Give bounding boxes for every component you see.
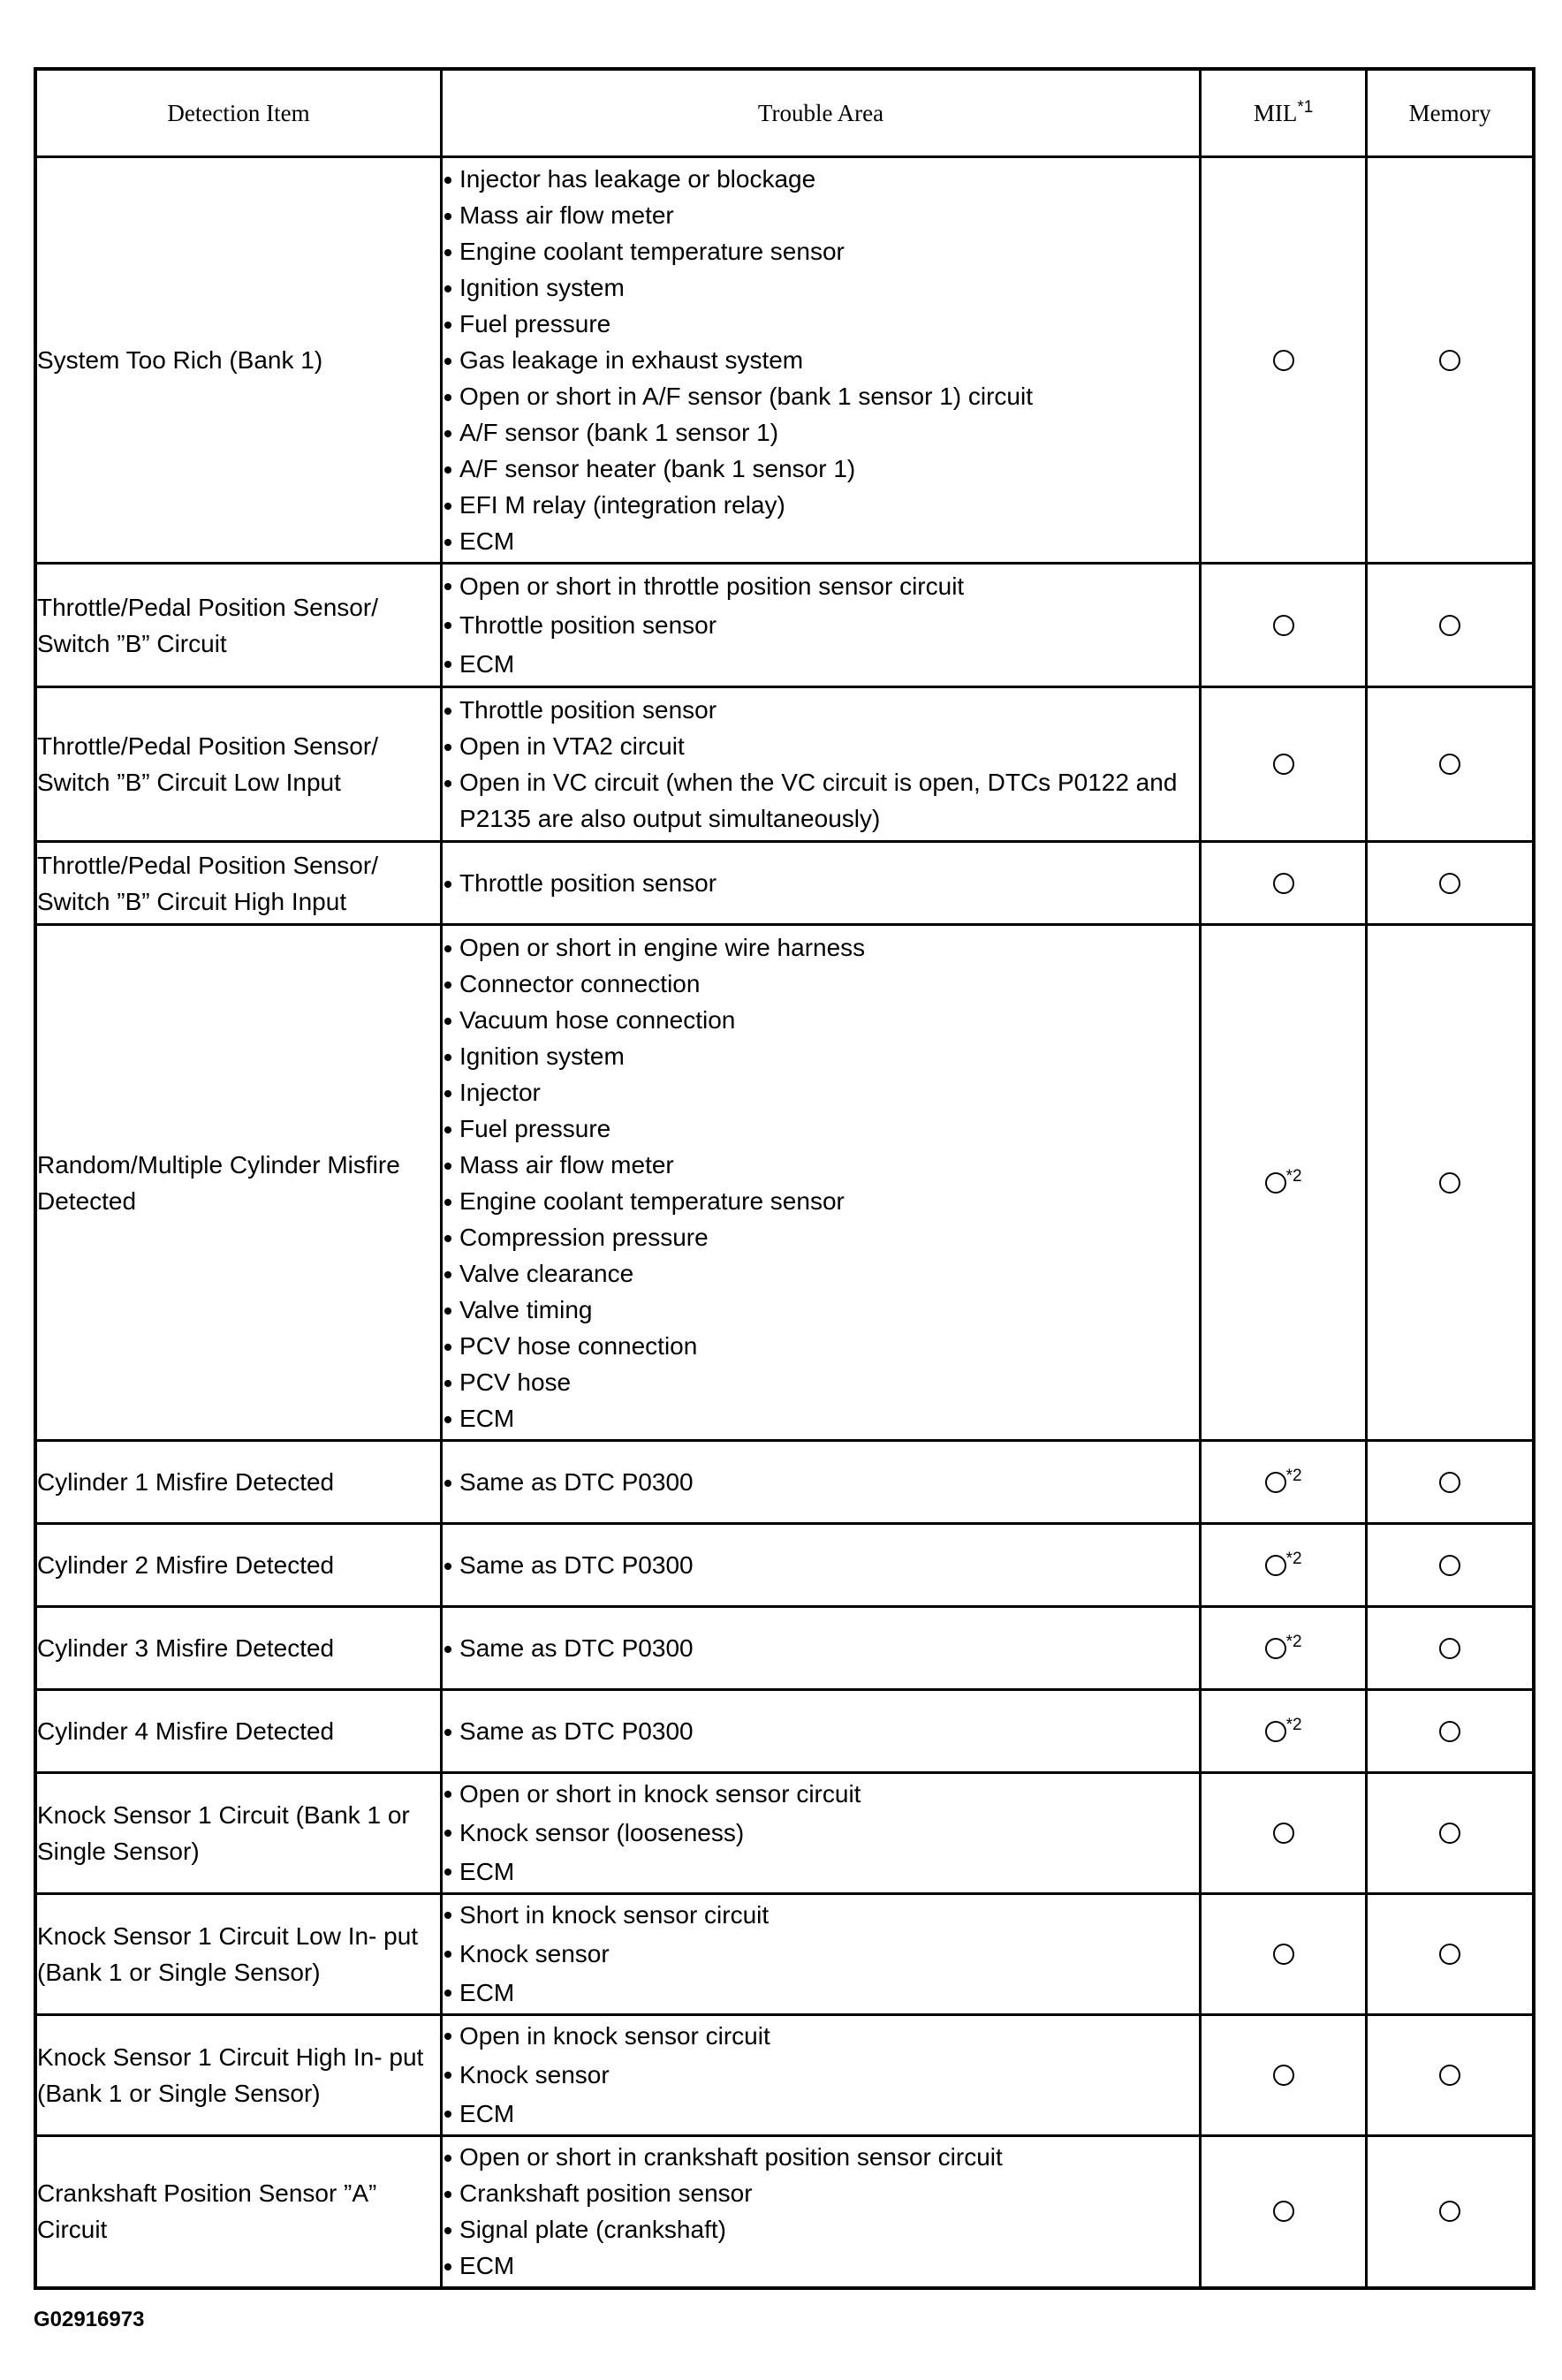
table-row bbox=[35, 1894, 1534, 2015]
trouble-area-list bbox=[443, 692, 1199, 837]
trouble-area-item: Open or short in engine wire harness bbox=[443, 929, 1199, 966]
table-row bbox=[35, 564, 1534, 687]
trouble-area-cell bbox=[442, 2136, 1201, 2288]
trouble-area-item: Fuel pressure bbox=[443, 306, 1199, 342]
trouble-area-item: Knock sensor bbox=[443, 1935, 1199, 1974]
trouble-area-item: Connector connection bbox=[443, 966, 1199, 1002]
trouble-area-item: A/F sensor heater (bank 1 sensor 1) bbox=[443, 451, 1199, 487]
mil-cell bbox=[1201, 1524, 1367, 1607]
trouble-area-list bbox=[443, 1775, 1199, 1891]
circle-mark-icon bbox=[1265, 1638, 1286, 1659]
table-row bbox=[35, 1524, 1534, 1607]
mil-cell bbox=[1201, 687, 1367, 842]
trouble-area-item: A/F sensor (bank 1 sensor 1) bbox=[443, 414, 1199, 451]
table-row bbox=[35, 687, 1534, 842]
trouble-area-cell bbox=[442, 564, 1201, 687]
detection-item-cell: System Too Rich (Bank 1) bbox=[35, 157, 442, 564]
circle-mark-icon bbox=[1439, 1172, 1460, 1194]
trouble-area-cell bbox=[442, 1773, 1201, 1894]
circle-mark-icon bbox=[1273, 1944, 1294, 1965]
circle-mark-icon bbox=[1273, 2201, 1294, 2222]
trouble-area-item: Same as DTC P0300 bbox=[443, 1547, 1199, 1583]
trouble-area-item: Same as DTC P0300 bbox=[443, 1630, 1199, 1666]
circle-mark-icon bbox=[1273, 873, 1294, 894]
mil-cell bbox=[1201, 564, 1367, 687]
circle-mark-icon bbox=[1273, 350, 1294, 371]
mil-footnote: *2 bbox=[1285, 1549, 1302, 1568]
header-mil-label: MIL bbox=[1253, 99, 1298, 126]
circle-mark-icon bbox=[1265, 1555, 1286, 1576]
table-row bbox=[35, 1773, 1534, 1894]
detection-item-cell: Cylinder 3 Misfire Detected bbox=[35, 1607, 442, 1690]
mil-footnote: *2 bbox=[1285, 1715, 1302, 1734]
circle-mark-icon bbox=[1265, 1472, 1286, 1493]
trouble-area-item: Same as DTC P0300 bbox=[443, 1464, 1199, 1500]
circle-mark-icon bbox=[1439, 873, 1460, 894]
circle-mark-icon bbox=[1273, 1823, 1294, 1844]
trouble-area-list bbox=[443, 1896, 1199, 2012]
memory-cell bbox=[1367, 925, 1534, 1441]
trouble-area-list bbox=[443, 865, 1199, 901]
mil-footnote: *2 bbox=[1285, 1632, 1302, 1651]
memory-cell bbox=[1367, 564, 1534, 687]
mil-cell bbox=[1201, 157, 1367, 564]
trouble-area-item: Throttle position sensor bbox=[443, 865, 1199, 901]
detection-item-cell: Cylinder 4 Misfire Detected bbox=[35, 1690, 442, 1773]
memory-cell bbox=[1367, 842, 1534, 925]
trouble-area-cell bbox=[442, 1690, 1201, 1773]
circle-mark-icon bbox=[1439, 1555, 1460, 1576]
trouble-area-cell bbox=[442, 842, 1201, 925]
circle-mark-icon bbox=[1439, 2201, 1460, 2222]
trouble-area-item: Same as DTC P0300 bbox=[443, 1713, 1199, 1749]
detection-item-cell: Random/Multiple Cylinder Misfire Detected bbox=[35, 925, 442, 1441]
table-header-row bbox=[35, 69, 1534, 157]
table-row bbox=[35, 1607, 1534, 1690]
figure-id: G02916973 bbox=[34, 2308, 145, 2331]
detection-item-cell: Throttle/Pedal Position Sensor/ Switch ”B” Circuit bbox=[35, 564, 442, 687]
table-row bbox=[35, 2136, 1534, 2288]
header-trouble-area: Trouble Area bbox=[442, 69, 1201, 157]
header-detection-item: Detection Item bbox=[35, 69, 442, 157]
circle-mark-icon bbox=[1439, 1472, 1460, 1493]
trouble-area-cell bbox=[442, 1894, 1201, 2015]
table-row bbox=[35, 2015, 1534, 2136]
circle-mark-icon bbox=[1439, 350, 1460, 371]
trouble-area-item: Valve clearance bbox=[443, 1255, 1199, 1292]
trouble-area-item: ECM bbox=[443, 523, 1199, 559]
trouble-area-list bbox=[443, 2017, 1199, 2134]
circle-mark-icon bbox=[1439, 1638, 1460, 1659]
table-row bbox=[35, 1441, 1534, 1524]
trouble-area-item: Throttle position sensor bbox=[443, 606, 1199, 645]
trouble-area-item: Fuel pressure bbox=[443, 1110, 1199, 1147]
trouble-area-item: PCV hose bbox=[443, 1364, 1199, 1400]
table-row bbox=[35, 925, 1534, 1441]
trouble-area-item: Open or short in A/F sensor (bank 1 sensor 1) circuit bbox=[443, 378, 1199, 414]
trouble-area-cell bbox=[442, 1607, 1201, 1690]
mil-cell bbox=[1201, 925, 1367, 1441]
circle-mark-icon bbox=[1273, 615, 1294, 636]
trouble-area-cell bbox=[442, 157, 1201, 564]
circle-mark-icon bbox=[1439, 1721, 1460, 1742]
trouble-area-item: ECM bbox=[443, 1400, 1199, 1436]
mil-cell bbox=[1201, 842, 1367, 925]
mil-cell bbox=[1201, 1773, 1367, 1894]
memory-cell bbox=[1367, 687, 1534, 842]
trouble-area-item: Engine coolant temperature sensor bbox=[443, 1183, 1199, 1219]
memory-cell bbox=[1367, 1773, 1534, 1894]
trouble-area-list bbox=[443, 1547, 1199, 1583]
circle-mark-icon bbox=[1439, 2065, 1460, 2086]
trouble-area-item: Open or short in knock sensor circuit bbox=[443, 1775, 1199, 1814]
circle-mark-icon bbox=[1439, 1944, 1460, 1965]
trouble-area-list bbox=[443, 1464, 1199, 1500]
trouble-area-item: Knock sensor bbox=[443, 2056, 1199, 2095]
detection-item-cell: Throttle/Pedal Position Sensor/ Switch ”B” Circuit High Input bbox=[35, 842, 442, 925]
trouble-area-item: Open in VTA2 circuit bbox=[443, 728, 1199, 764]
trouble-area-list bbox=[443, 161, 1199, 559]
memory-cell bbox=[1367, 1607, 1534, 1690]
circle-mark-icon bbox=[1439, 754, 1460, 775]
trouble-area-item: Signal plate (crankshaft) bbox=[443, 2211, 1199, 2247]
circle-mark-icon bbox=[1439, 615, 1460, 636]
trouble-area-list bbox=[443, 1713, 1199, 1749]
trouble-area-cell bbox=[442, 1441, 1201, 1524]
trouble-area-item: Compression pressure bbox=[443, 1219, 1199, 1255]
header-mil-footnote: *1 bbox=[1297, 97, 1314, 117]
circle-mark-icon bbox=[1273, 2065, 1294, 2086]
trouble-area-list bbox=[443, 1630, 1199, 1666]
trouble-area-item: Open or short in crankshaft position sensor circuit bbox=[443, 2139, 1199, 2175]
memory-cell bbox=[1367, 2136, 1534, 2288]
trouble-area-item: ECM bbox=[443, 2247, 1199, 2284]
detection-item-cell: Cylinder 1 Misfire Detected bbox=[35, 1441, 442, 1524]
table-row bbox=[35, 157, 1534, 564]
trouble-area-list bbox=[443, 567, 1199, 684]
trouble-area-list bbox=[443, 929, 1199, 1436]
mil-cell bbox=[1201, 2136, 1367, 2288]
trouble-area-item: Ignition system bbox=[443, 269, 1199, 306]
trouble-area-item: Engine coolant temperature sensor bbox=[443, 233, 1199, 269]
mil-cell bbox=[1201, 1607, 1367, 1690]
memory-cell bbox=[1367, 1524, 1534, 1607]
trouble-area-item: Knock sensor (looseness) bbox=[443, 1814, 1199, 1853]
mil-cell bbox=[1201, 1690, 1367, 1773]
dtc-table-container bbox=[34, 67, 1535, 2290]
detection-item-cell: Knock Sensor 1 Circuit Low In- put (Bank 1 or Single Sensor) bbox=[35, 1894, 442, 2015]
memory-cell bbox=[1367, 157, 1534, 564]
memory-cell bbox=[1367, 1441, 1534, 1524]
detection-item-cell: Knock Sensor 1 Circuit (Bank 1 or Single Sensor) bbox=[35, 1773, 442, 1894]
detection-item-cell: Cylinder 2 Misfire Detected bbox=[35, 1524, 442, 1607]
memory-cell bbox=[1367, 2015, 1534, 2136]
trouble-area-item: ECM bbox=[443, 1974, 1199, 2012]
trouble-area-item: Short in knock sensor circuit bbox=[443, 1896, 1199, 1935]
trouble-area-item: Mass air flow meter bbox=[443, 1147, 1199, 1183]
mil-footnote: *2 bbox=[1285, 1466, 1302, 1485]
trouble-area-item: Open in VC circuit (when the VC circuit is open, DTCs P0122 and P2135 are also output simultaneously) bbox=[443, 764, 1199, 837]
trouble-area-item: ECM bbox=[443, 645, 1199, 684]
trouble-area-cell bbox=[442, 925, 1201, 1441]
table-body bbox=[35, 157, 1534, 2288]
trouble-area-cell bbox=[442, 1524, 1201, 1607]
header-memory: Memory bbox=[1367, 69, 1534, 157]
trouble-area-item: Vacuum hose connection bbox=[443, 1002, 1199, 1038]
dtc-table bbox=[34, 67, 1535, 2290]
trouble-area-cell bbox=[442, 2015, 1201, 2136]
trouble-area-item: Injector has leakage or blockage bbox=[443, 161, 1199, 197]
table-row bbox=[35, 842, 1534, 925]
trouble-area-item: Injector bbox=[443, 1074, 1199, 1110]
trouble-area-item: Gas leakage in exhaust system bbox=[443, 342, 1199, 378]
trouble-area-item: Throttle position sensor bbox=[443, 692, 1199, 728]
circle-mark-icon bbox=[1265, 1172, 1286, 1194]
mil-cell bbox=[1201, 1441, 1367, 1524]
trouble-area-item: Open in knock sensor circuit bbox=[443, 2017, 1199, 2056]
header-mil bbox=[1201, 69, 1367, 157]
trouble-area-item: Mass air flow meter bbox=[443, 197, 1199, 233]
trouble-area-item: ECM bbox=[443, 2095, 1199, 2134]
memory-cell bbox=[1367, 1894, 1534, 2015]
trouble-area-cell bbox=[442, 687, 1201, 842]
trouble-area-item: Valve timing bbox=[443, 1292, 1199, 1328]
circle-mark-icon bbox=[1439, 1823, 1460, 1844]
trouble-area-item: EFI M relay (integration relay) bbox=[443, 487, 1199, 523]
trouble-area-item: ECM bbox=[443, 1853, 1199, 1891]
detection-item-cell: Throttle/Pedal Position Sensor/ Switch ”B” Circuit Low Input bbox=[35, 687, 442, 842]
trouble-area-item: Crankshaft position sensor bbox=[443, 2175, 1199, 2211]
circle-mark-icon bbox=[1265, 1721, 1286, 1742]
memory-cell bbox=[1367, 1690, 1534, 1773]
mil-footnote: *2 bbox=[1285, 1166, 1302, 1186]
trouble-area-item: Open or short in throttle position sensor circuit bbox=[443, 567, 1199, 606]
circle-mark-icon bbox=[1273, 754, 1294, 775]
trouble-area-list bbox=[443, 2139, 1199, 2284]
detection-item-cell: Crankshaft Position Sensor ”A” Circuit bbox=[35, 2136, 442, 2288]
trouble-area-item: Ignition system bbox=[443, 1038, 1199, 1074]
mil-cell bbox=[1201, 1894, 1367, 2015]
detection-item-cell: Knock Sensor 1 Circuit High In- put (Bank 1 or Single Sensor) bbox=[35, 2015, 442, 2136]
table-row bbox=[35, 1690, 1534, 1773]
trouble-area-item: PCV hose connection bbox=[443, 1328, 1199, 1364]
mil-cell bbox=[1201, 2015, 1367, 2136]
